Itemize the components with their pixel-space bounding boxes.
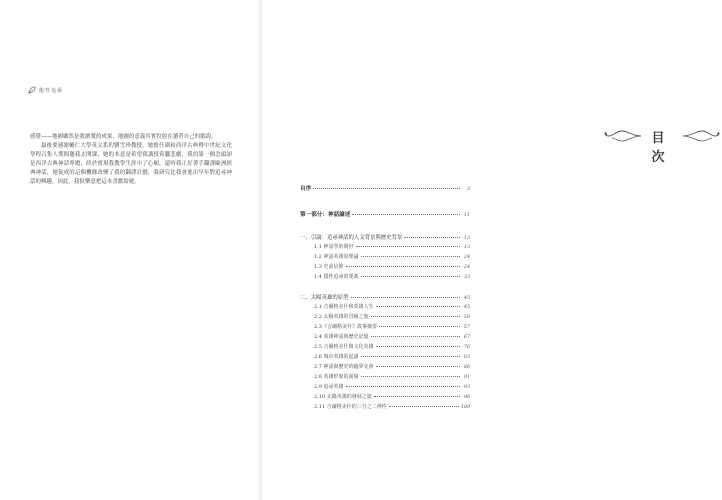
toc-entry[interactable] — [314, 403, 470, 410]
paragraph: 最後要感謝輔仁大學英文系的劉雪珍教授，她擔任副和西洋古典暨中世紀文化學程召集人期間邀我去開課，她的本意是希望我講授希臘悲劇，我的第一個念頭卻是西洋古典神話專題，終於實現我教學生涯中了心願，還時我正好著手翻譯歐洲經典神話，她促成的這個機緣改變了我的翻譯計劃，我研究比我會進出早年對追尋神話的興趣，因此，我很樂意把這本書獻給她。 — [30, 143, 232, 185]
dot-leader — [371, 316, 460, 317]
left-page — [0, 0, 260, 500]
toc-entry[interactable] — [314, 253, 470, 260]
toc-entry-label: 一、引論：追尋神話的人文背景與歷史背景 — [300, 235, 403, 241]
toc-entry[interactable] — [300, 233, 470, 241]
toc-entry[interactable] — [314, 263, 470, 270]
dot-leader — [346, 266, 460, 267]
toc-entry-label: 2.11 吉爾格美什的三分之二神性 — [314, 404, 387, 410]
dot-leader — [361, 256, 460, 257]
toc-entry-label: 1.4 隱性追尋的要義 — [314, 274, 359, 280]
dot-leader — [351, 297, 460, 298]
dot-leader — [389, 406, 459, 407]
toc-entry-label: 2.8 英雄形象的面貌 — [314, 374, 359, 380]
toc-entry-label: 2.3《吉爾格美什》故事摘要 — [314, 324, 377, 330]
running-title: 龍性追尋 — [39, 87, 64, 94]
toc-entry[interactable] — [314, 323, 470, 330]
left-flourish-icon — [602, 128, 642, 144]
toc-page-number: 45 — [463, 296, 470, 301]
toc-entry[interactable] — [314, 383, 470, 390]
toc-entry-label: 2.1 吉爾格美什和英雄人生 — [314, 304, 374, 310]
toc-page-number: 50 — [463, 315, 470, 320]
toc-entry[interactable] — [314, 313, 470, 320]
toc-page-number: 13 — [463, 236, 470, 241]
dot-leader — [379, 326, 460, 327]
toc-page-number: 33 — [463, 275, 470, 280]
toc-entry[interactable] — [314, 303, 470, 310]
toc-entry-label: 2.2 太陽英雄的冒險之旅 — [314, 314, 369, 320]
toc-entry[interactable] — [314, 363, 470, 370]
toc-entry-label: 2.5 吉爾格美什與文化英雄 — [314, 344, 374, 350]
right-page — [262, 0, 673, 500]
toc-page-number: 67 — [463, 335, 470, 340]
toc-entry-label: 2.6 城市英雄的起頭 — [314, 354, 359, 360]
toc-entry-label: 2.10 太陽英雄的發展之旅 — [314, 394, 372, 400]
dot-leader — [361, 276, 460, 277]
toc-page-number: 45 — [463, 305, 470, 310]
toc-entry-label: 2.9 追尋英雄 — [314, 384, 344, 390]
dot-leader — [313, 188, 460, 189]
dot-leader — [374, 396, 460, 397]
toc-entry-label: 自序 — [300, 186, 312, 192]
toc-page-number: 91 — [463, 375, 470, 380]
toc-entry-label: 二、太陽英雄的原型 — [300, 295, 349, 301]
toc-entry[interactable] — [314, 333, 470, 340]
preface-text — [30, 133, 232, 187]
toc-page-number: 96 — [463, 395, 470, 400]
toc-page-number: 11 — [463, 213, 470, 218]
toc-entry[interactable] — [300, 293, 470, 301]
dot-leader — [361, 376, 460, 377]
running-header — [28, 86, 63, 94]
toc-page-number: 86 — [463, 365, 470, 370]
toc-page-number: 3 — [466, 187, 470, 192]
paragraph: 感覺——地圖雖然是我繪製的成果，地圖的意義其實投射在讀者自己的腦海。 — [30, 134, 217, 140]
contents-heading — [602, 124, 722, 165]
toc-entry[interactable] — [314, 273, 470, 280]
dot-leader — [376, 366, 460, 367]
toc-entry[interactable] — [314, 373, 470, 380]
toc-entry[interactable] — [300, 184, 470, 192]
dot-leader — [371, 336, 460, 337]
toc-entry[interactable] — [300, 210, 470, 218]
dot-leader — [404, 237, 460, 238]
toc-page-number: 93 — [463, 385, 470, 390]
toc-page-number: 57 — [463, 325, 470, 330]
toc-page-number: 24 — [463, 255, 470, 260]
toc-page-number: 24 — [463, 265, 470, 270]
dot-leader — [356, 246, 460, 247]
toc-entry-label: 2.7 神話與歷史的臨界交會 — [314, 364, 374, 370]
toc-page-number: 83 — [463, 355, 470, 360]
contents-title: 目 次 — [651, 131, 673, 165]
toc-page-number: 76 — [463, 345, 470, 350]
dot-leader — [346, 386, 460, 387]
toc-entry-label: 1.2 神話英雄原理論 — [314, 254, 359, 260]
toc-entry[interactable] — [314, 243, 470, 250]
toc-entry-label: 1.3 史前信仰 — [314, 264, 344, 270]
dot-leader — [352, 214, 460, 215]
toc-entry-label: 第一部分：神話論述 — [300, 212, 351, 218]
leaf-ornament-icon — [28, 86, 36, 94]
dot-leader — [376, 306, 460, 307]
right-flourish-icon — [682, 128, 722, 144]
toc-entry[interactable] — [314, 343, 470, 350]
toc-entry-label: 2.4 英雄神話與歷史記憶 — [314, 334, 369, 340]
toc-entry[interactable] — [314, 393, 470, 400]
toc-entry[interactable] — [314, 353, 470, 360]
toc-page-number: 13 — [463, 245, 470, 250]
toc-entry-label: 1.1 神話學的問世 — [314, 244, 354, 250]
dot-leader — [376, 346, 460, 347]
toc-page-number: 100 — [460, 405, 470, 410]
dot-leader — [361, 356, 460, 357]
